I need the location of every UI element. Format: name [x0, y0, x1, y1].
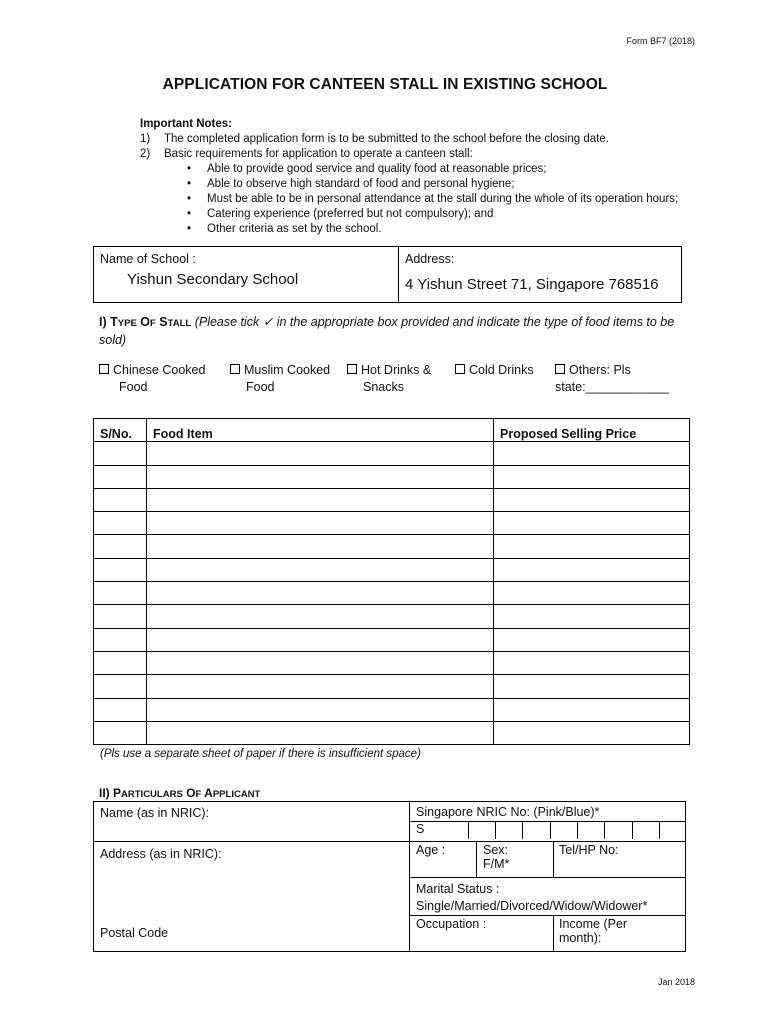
income-label-cont: month):	[559, 931, 602, 945]
requirement-item: • Able to provide good service and quality food at reasonable prices;	[207, 162, 678, 177]
food-item-cell[interactable]	[147, 628, 494, 651]
food-item-cell[interactable]	[147, 605, 494, 628]
sno-cell[interactable]	[94, 628, 147, 651]
table-row	[94, 512, 690, 535]
nric-digit-box[interactable]	[577, 822, 604, 839]
header-food-item: Food Item	[147, 419, 494, 442]
nric-check-box[interactable]	[660, 822, 685, 839]
nric-prefix: S	[410, 822, 468, 839]
sno-cell[interactable]	[94, 465, 147, 488]
space-note: (Pls use a separate sheet of paper if there is insufficient space)	[100, 748, 421, 760]
price-cell[interactable]	[494, 605, 690, 628]
food-item-cell[interactable]	[147, 675, 494, 698]
price-cell[interactable]	[494, 488, 690, 511]
income-label: Income (Per	[559, 917, 628, 931]
food-item-cell[interactable]	[147, 488, 494, 511]
tel-field[interactable]	[554, 842, 686, 878]
price-cell[interactable]	[494, 442, 690, 465]
food-items-table	[93, 418, 690, 745]
option-chinese-cooked-food[interactable]: Chinese Cooked Food	[99, 362, 205, 396]
food-item-cell[interactable]	[147, 558, 494, 581]
school-name-label: Name of School :	[100, 252, 196, 266]
requirement-item: • Must be able to be in personal attendance at the stall during the whole of its operation hours;	[207, 192, 678, 207]
sno-cell[interactable]	[94, 442, 147, 465]
section-heading: I) TYPE OF STALL	[99, 315, 192, 329]
table-row	[94, 535, 690, 558]
school-name-field[interactable]	[94, 247, 399, 303]
postal-code-label: Postal Code	[100, 926, 169, 940]
nric-digit-box[interactable]	[495, 822, 522, 839]
food-item-cell[interactable]	[147, 465, 494, 488]
price-cell[interactable]	[494, 651, 690, 674]
food-item-cell[interactable]	[147, 582, 494, 605]
price-cell[interactable]	[494, 512, 690, 535]
school-address-value: 4 Yishun Street 71, Singapore 768516	[405, 276, 659, 293]
price-cell[interactable]	[494, 721, 690, 744]
sno-cell[interactable]	[94, 721, 147, 744]
sno-cell[interactable]	[94, 535, 147, 558]
applicant-address-label: Address (as in NRIC):	[100, 847, 222, 861]
requirement-item: • Other criteria as set by the school.	[207, 222, 678, 237]
food-item-cell[interactable]	[147, 535, 494, 558]
notes-heading: Important Notes:	[140, 118, 232, 130]
table-row	[94, 698, 690, 721]
food-item-cell[interactable]	[147, 698, 494, 721]
nric-digit-box[interactable]	[550, 822, 577, 839]
requirements-list	[140, 162, 678, 237]
table-row	[94, 651, 690, 674]
tel-label: Tel/HP No:	[559, 843, 619, 857]
sno-cell[interactable]	[94, 582, 147, 605]
nric-boxes-cell	[410, 822, 686, 842]
school-name-value: Yishun Secondary School	[127, 271, 299, 288]
school-info-table	[93, 246, 682, 303]
sex-field[interactable]	[477, 842, 554, 878]
age-field[interactable]	[410, 842, 477, 878]
applicant-name-field[interactable]	[94, 802, 410, 842]
income-field[interactable]	[554, 916, 686, 952]
price-cell[interactable]	[494, 582, 690, 605]
sno-cell[interactable]	[94, 651, 147, 674]
note-item	[140, 132, 678, 147]
checkbox-icon[interactable]	[455, 364, 465, 374]
table-row	[94, 558, 690, 581]
page-title: APPLICATION FOR CANTEEN STALL IN EXISTING SCHOOL	[162, 76, 608, 93]
section-instruction: (Please tick ✓ in the appropriate box provided and indicate the type of food items to be sold)	[99, 315, 675, 347]
note-number: 1)	[140, 133, 151, 145]
checkbox-icon[interactable]	[230, 364, 240, 374]
school-address-field[interactable]	[399, 247, 682, 303]
important-notes	[140, 117, 678, 237]
food-item-cell[interactable]	[147, 512, 494, 535]
marital-options: Single/Married/Divorced/Widow/Widower*	[416, 899, 648, 913]
sno-cell[interactable]	[94, 605, 147, 628]
note-number: 2)	[140, 148, 151, 160]
option-hot-drinks-snacks[interactable]: Hot Drinks & Snacks	[347, 362, 431, 396]
price-cell[interactable]	[494, 558, 690, 581]
sno-cell[interactable]	[94, 512, 147, 535]
occupation-field[interactable]	[410, 916, 554, 952]
form-number: Form BF7 (2018)	[626, 36, 695, 46]
checkbox-icon[interactable]	[347, 364, 357, 374]
note-item	[140, 147, 678, 162]
nric-digit-box[interactable]	[605, 822, 632, 839]
nric-digit-box[interactable]	[468, 822, 495, 839]
table-row	[94, 582, 690, 605]
applicant-name-label: Name (as in NRIC):	[100, 806, 210, 820]
food-item-cell[interactable]	[147, 721, 494, 744]
price-cell[interactable]	[494, 698, 690, 721]
header-sno: S/No.	[94, 419, 147, 442]
nric-boxes	[410, 822, 685, 839]
table-row	[94, 442, 690, 465]
note-text: Basic requirements for application to operate a canteen stall:	[164, 148, 473, 160]
footer-date: Jan 2018	[657, 977, 695, 987]
nric-digit-box[interactable]	[523, 822, 550, 839]
table-row	[94, 488, 690, 511]
price-cell[interactable]	[494, 675, 690, 698]
price-cell[interactable]	[494, 535, 690, 558]
sex-options: F/M*	[483, 857, 510, 871]
occupation-label: Occupation :	[416, 917, 487, 931]
option-others[interactable]: Others: Pls state:____________	[555, 363, 669, 394]
nric-digit-box[interactable]	[632, 822, 659, 839]
header-selling-price: Proposed Selling Price	[494, 419, 690, 442]
marital-label: Marital Status :	[416, 882, 500, 896]
particulars-table	[93, 801, 686, 952]
section-type-of-stall	[99, 314, 699, 349]
option-cold-drinks[interactable]: Cold Drinks	[455, 362, 534, 379]
requirement-item: • Able to observe high standard of food and personal hygiene;	[207, 177, 678, 192]
price-cell[interactable]	[494, 628, 690, 651]
school-address-label: Address:	[405, 252, 455, 266]
sno-cell[interactable]	[94, 558, 147, 581]
food-item-cell[interactable]	[147, 442, 494, 465]
table-row	[94, 628, 690, 651]
table-row	[94, 465, 690, 488]
note-text: The completed application form is to be submitted to the school before the closing date.	[164, 133, 609, 145]
sno-cell[interactable]	[94, 698, 147, 721]
sno-cell[interactable]	[94, 488, 147, 511]
nric-label-cell	[410, 802, 686, 822]
table-row	[94, 721, 690, 744]
food-item-cell[interactable]	[147, 651, 494, 674]
marital-status-field[interactable]	[410, 878, 686, 916]
sex-label: Sex:	[483, 843, 509, 857]
option-muslim-cooked-food[interactable]: Muslim Cooked Food	[230, 362, 330, 396]
checkbox-icon[interactable]	[555, 364, 565, 374]
table-row	[94, 605, 690, 628]
table-header-row	[94, 419, 690, 442]
requirement-item: • Catering experience (preferred but not compulsory); and	[207, 207, 678, 222]
age-label: Age :	[416, 843, 446, 857]
nric-label: Singapore NRIC No: (Pink/Blue)*	[416, 805, 600, 819]
checkbox-icon[interactable]	[99, 364, 109, 374]
table-row	[94, 675, 690, 698]
section-particulars-heading: II) PARTICULARS OF APPLICANT	[99, 786, 261, 800]
price-cell[interactable]	[494, 465, 690, 488]
sno-cell[interactable]	[94, 675, 147, 698]
